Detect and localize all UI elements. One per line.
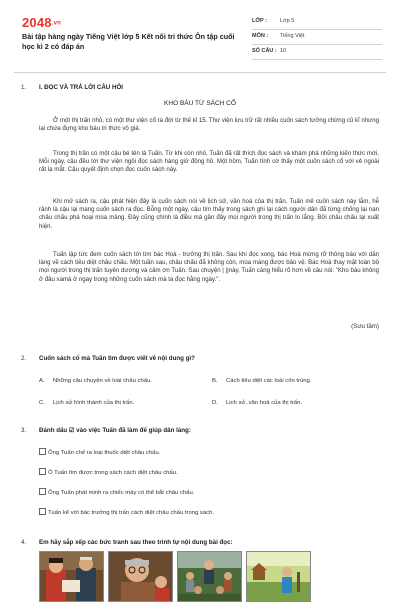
answer-option-d[interactable] [212,400,302,406]
task-text: Ông Tuấn chế ra loại thuốc diệt châu chấu. [48,450,161,456]
task-item[interactable] [39,508,214,516]
meta-row-subject [252,30,382,45]
option-text: Cách tiêu diệt các loài côn trùng. [226,378,312,384]
villagers-illustration [178,552,241,601]
task-item[interactable] [39,488,194,496]
task-item[interactable] [39,468,178,476]
story-paragraph: Khi mở sách ra, cậu phát hiện đây là cuốn sách nói về lịch sử, văn hoá của thị trấn. Tuấn mê cuốn sách này lắm, hễ rảnh là cậu lại mang cuốn sách ra đọc. Bỗng một ngày, cậu tìm thấy trong sách ghi lại cách người dân đã từng chống lại nạn châu chấu phá hoại mùa màng. Đây cũng chính là điều mà gần đây mọi người trong thị trấn lo lắng. Bởi châu chấu lại xuất hiện. [39,198,379,230]
story-picture-4 [246,551,311,602]
question-title: Đánh dấu ☑ vào việc Tuấn đã làm để giúp dân làng: [39,427,191,434]
logo-suffix: .vn [51,20,62,27]
story-paragraph: Ở một thị trấn nhỏ, có một thư viện cổ ra đời từ thế kỉ 15. Thư viện lưu trữ rất nhiều cuốn sách tưởng chừng cũ kĩ nhưng lại chứa đựng kho báu tri thức vô giá. [39,117,379,133]
meta-key: MÔN : [252,33,269,39]
story-picture-3 [177,551,242,602]
task-text: Tuấn kể với bác trưởng thị trấn cách diệt châu chấu trong sách. [48,510,215,516]
meta-value: Tiếng Việt [280,33,305,39]
logo-text: 2048 [22,15,52,30]
option-text: Những câu chuyện về loài châu chấu. [53,378,152,384]
answer-option-c[interactable] [39,400,134,406]
checkbox[interactable] [39,448,46,455]
section-title: I. ĐỌC VÀ TRẢ LỜI CÂU HỎI [39,84,123,91]
option-text: Lịch sử hình thành của thị trấn. [53,400,135,406]
story-source: (Sưu tầm) [351,323,379,330]
question-title: Em hãy sắp xếp các bức tranh sau theo trình tự nội dung bài đọc: [39,539,233,546]
header-divider [14,72,386,73]
option-letter: D. [212,400,218,406]
task-text: Ông Tuấn phát minh ra chiếc máy có thể bắt châu chấu. [48,490,195,496]
question-number: 1. [21,84,27,91]
option-letter: A. [39,378,45,384]
question-number: 3. [21,427,27,434]
site-logo[interactable] [22,15,61,30]
story-picture-1 [39,551,104,602]
question-number: 4. [21,539,27,546]
meta-value: Lớp 5 [280,18,295,24]
story-paragraph: Tuấn lập tức đem cuốn sách tới tìm bác Hoà - trưởng thị trấn. Sau khi đọc xong, bác Hoà mừng rỡ thông báo với dân làng về cách tiêu diệt châu chấu. Một tuần sau, châu chấu đã không còn, mùa màng được bảo vệ. Bác Hoà thay mặt toàn bộ mọi người trong thị trấn tuyên dương và cảm ơn Tuấn. Sau chuyện | ||này, Tuấn càng hiểu rõ hơn về câu nói: "Kho báu không ở đâu xamà ở ngay trong những cuốn sách mà ta đọc hằng ngày.". [39,251,379,283]
elder-illustration [109,552,172,601]
meta-value: 10 [280,48,287,54]
story-title: KHO BÁU TỪ SÁCH CỔ [164,100,236,107]
option-text: Lịch sử, văn hoá của thị trấn. [226,400,302,406]
field-illustration [247,552,310,601]
meta-key: LỚP : [252,18,267,24]
answer-option-a[interactable] [39,378,152,384]
checkbox[interactable] [39,488,46,495]
meta-row-count [252,45,382,60]
task-text: Ô Tuấn tìm được trong sách cách diệt châu chấu. [48,470,178,476]
meta-row-grade [252,15,382,30]
answer-option-b[interactable] [212,378,311,384]
picture-row [39,551,309,600]
question-number: 2. [21,355,27,362]
task-item[interactable] [39,448,160,456]
option-letter: C. [39,400,45,406]
story-paragraph: Trong thị trấn có một cậu bé tên là Tuấn. Từ khi còn nhỏ, Tuấn đã rất thích đọc sách và khám phá những kiến thức mới. Mỗi ngày, cậu đều tới thư viện ngồi đọc sách hàng giờ đồng hồ. Một hôm, Tuấn tình cờ thấy một cuốn sách cổ với vẻ ngoài rất lạ mắt. Cậu quyết định chọn đọc cuốn sách này. [39,150,379,174]
story-picture-2 [108,551,173,602]
document-title: Bài tập hàng ngày Tiếng Việt lớp 5 Kết nối tri thức Ôn tập cuối học kì 2 có đáp án [22,32,235,51]
option-letter: B. [212,378,218,384]
meta-key: SỐ CÂU : [252,48,277,54]
boy-with-book-illustration [40,552,103,601]
meta-table [252,15,382,60]
checkbox[interactable] [39,468,46,475]
checkbox[interactable] [39,508,46,515]
worksheet-header [22,12,382,70]
question-title: Cuốn sách cổ mà Tuấn tìm được viết về nội dung gì? [39,355,195,362]
